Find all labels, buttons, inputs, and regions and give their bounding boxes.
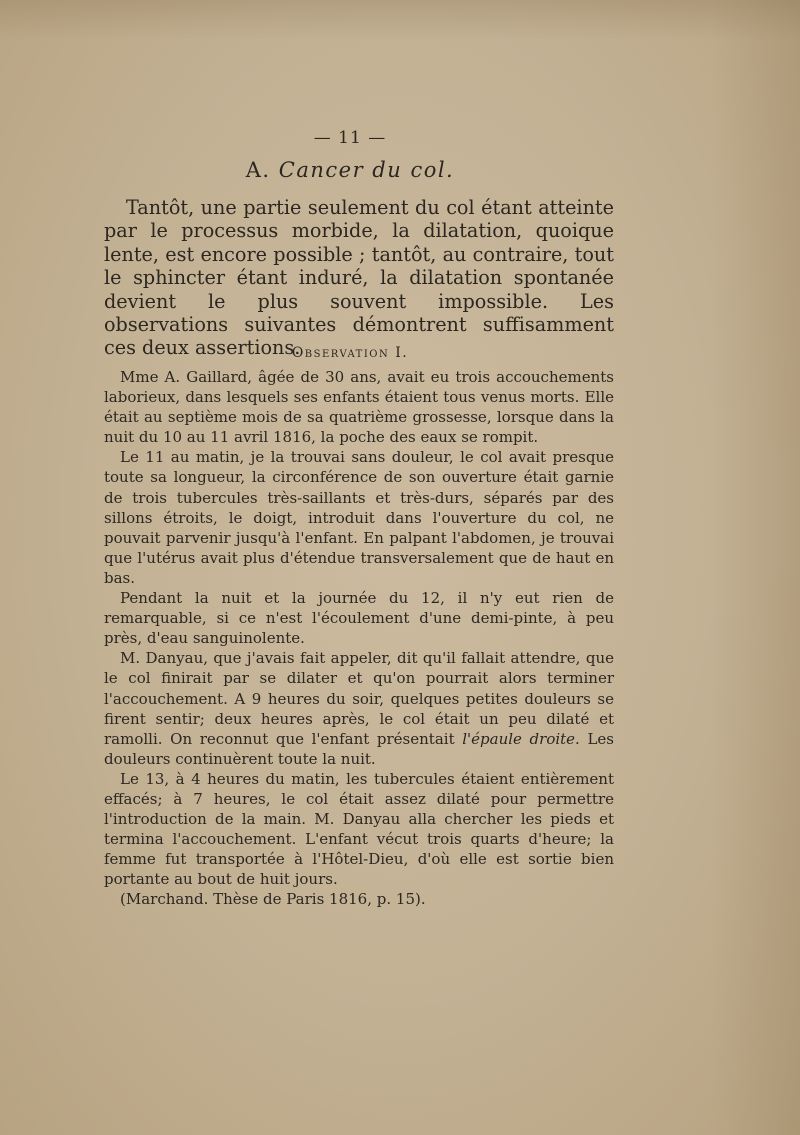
section-label: A. bbox=[245, 158, 271, 182]
paragraph-4-text-start: M. Danyau, que j'avais fait appeler, dit qu'il fallait attendre, que le col finirait par se dilater et qu'on pourrait alors terminer l'accouchement. A 9 heures du soir, quelques petites douleurs se firent sentir; deux heures après, le col était un peu dilaté et ramolli. On reconnut que l'enfant présentait bbox=[104, 649, 614, 748]
observation-paragraph-4 bbox=[104, 648, 614, 769]
observation-paragraph-3: Pendant la nuit et la journée du 12, il n'y eut rien de remarquable, si ce n'est l'écoulement d'une demi-pinte, à peu près, d'eau sanguinolente. bbox=[104, 589, 614, 648]
page-shadow-top bbox=[0, 0, 800, 40]
observation-paragraph-5: Le 13, à 4 heures du matin, les tubercules étaient entièrement effacés; à 7 heures, le col était assez dilaté pour permettre l'introduction de la main. M. Danyau alla chercher les pieds et termina l'accouchement. L'enfant vécut trois quarts d'heure; la femme fut transportée à l'Hôtel-Dieu, d'où elle est sortie bien portante au bout de huit jours. bbox=[104, 769, 614, 889]
observation-heading: Observation I. bbox=[291, 345, 409, 361]
intro-paragraph: Tantôt, une partie seulement du col étant atteinte par le processus morbide, la dilatation, quoique lente, est encore possible ; tantôt, au contraire, tout le sphincter étant induré, la dilatation spontanée devient le plus souvent impossible. Les observations suivantes démontrent suffisamment ces deux assertions. bbox=[104, 196, 614, 360]
observation-paragraph-1: Mme A. Gaillard, âgée de 30 ans, avait eu trois accouchements laborieux, dans lesquels ses enfants étaient tous venus morts. Elle était au septième mois de sa quatrième grossesse, lorsque dans la nuit du 10 au 11 avril 1816, la poche des eaux se rompit. bbox=[104, 368, 614, 447]
citation: (Marchand. Thèse de Paris 1816, p. 15). bbox=[120, 890, 426, 909]
observation-body bbox=[104, 367, 614, 910]
page-number: — 11 — bbox=[313, 128, 387, 148]
observation-paragraph-2: Le 11 au matin, je la trouvai sans douleur, le col avait presque toute sa longueur, la circonférence de son ouverture était garnie de trois tubercules très-saillants et très-durs, séparés par des sillons étroits, le doigt, introduit dans l'ouverture du col, ne pouvait parvenir jusqu'à l'enfant. En palpant l'abdomen, je trouvai que l'utérus avait plus d'étendue transversalement que de haut en bas. bbox=[104, 448, 614, 587]
paragraph-4-text-end: Les douleurs continuèrent toute la nuit. bbox=[104, 729, 614, 768]
section-title bbox=[0, 158, 700, 182]
paragraph-4-emphasis: l'épaule droite. bbox=[462, 729, 580, 748]
section-title-text: Cancer du col. bbox=[278, 158, 455, 182]
page-shadow-right bbox=[710, 0, 800, 1135]
